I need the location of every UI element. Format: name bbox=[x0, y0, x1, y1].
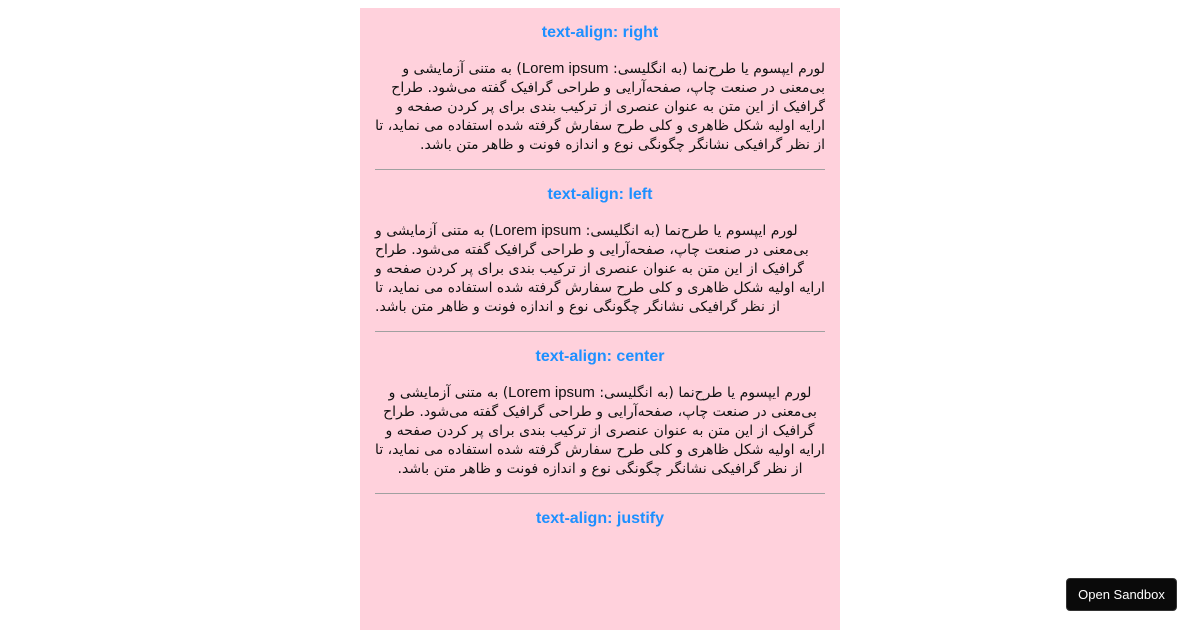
section-align-right bbox=[375, 8, 825, 170]
paragraph-latin-term: Lorem ipsum bbox=[508, 384, 595, 401]
open-sandbox-button[interactable]: Open Sandbox bbox=[1066, 578, 1177, 611]
section-align-center bbox=[375, 332, 825, 494]
paragraph-text-after: ) به متنی آزمایشی و بی‌معنی در صنعت چاپ، صفحه‌آرایی و طراحی گرافیک گفته می‌شود. طراح گرافیک از این متن به عنوان عنصری از ترکیب بندی برای پر کردن صفحه و ارایه اولیه شکل ظاهری و کلی طرح سفارش گرفته شده استفاده می نماید، تا از نظر گرافیکی نشانگر چگونگی نوع و اندازه فونت و ظاهر متن باشد. bbox=[375, 61, 825, 153]
lorem-paragraph bbox=[375, 221, 825, 317]
section-align-justify bbox=[375, 494, 825, 542]
lorem-paragraph bbox=[375, 59, 825, 155]
section-heading: text-align: justify bbox=[535, 510, 664, 527]
section-align-left bbox=[375, 170, 825, 332]
lorem-paragraph bbox=[375, 383, 825, 479]
paragraph-text-after: ) به متنی آزمایشی و بی‌معنی در صنعت چاپ، صفحه‌آرایی و طراحی گرافیک گفته می‌شود. طراح گرافیک از این متن به عنوان عنصری از ترکیب بندی برای پر کردن صفحه و ارایه اولیه شکل ظاهری و کلی طرح سفارش گرفته شده استفاده می نماید، تا از نظر گرافیکی نشانگر چگونگی نوع و اندازه فونت و ظاهر متن باشد. bbox=[375, 223, 825, 315]
paragraph-latin-term: Lorem ipsum bbox=[494, 222, 582, 239]
paragraph-text-before: لورم ایپسوم یا طرح‌نما (به انگلیسی: bbox=[581, 223, 798, 239]
section-heading: text-align: left bbox=[547, 186, 653, 203]
demo-panel bbox=[360, 8, 840, 630]
section-heading: text-align: center bbox=[535, 348, 665, 365]
paragraph-text-before: لورم ایپسوم یا طرح‌نما (به انگلیسی: bbox=[594, 385, 812, 401]
paragraph-latin-term: Lorem ipsum bbox=[521, 60, 609, 77]
paragraph-text-after: ) به متنی آزمایشی و بی‌معنی در صنعت چاپ، صفحه‌آرایی و طراحی گرافیک گفته می‌شود. طراح گرافیک از این متن به عنوان عنصری از ترکیب بندی برای پر کردن صفحه و ارایه اولیه شکل ظاهری و کلی طرح سفارش گرفته شده استفاده می نماید، تا از نظر گرافیکی نشانگر چگونگی نوع و اندازه فونت و ظاهر متن باشد. bbox=[375, 385, 825, 477]
paragraph-text-before: لورم ایپسوم یا طرح‌نما (به انگلیسی: bbox=[608, 61, 825, 77]
section-heading: text-align: right bbox=[541, 24, 659, 41]
